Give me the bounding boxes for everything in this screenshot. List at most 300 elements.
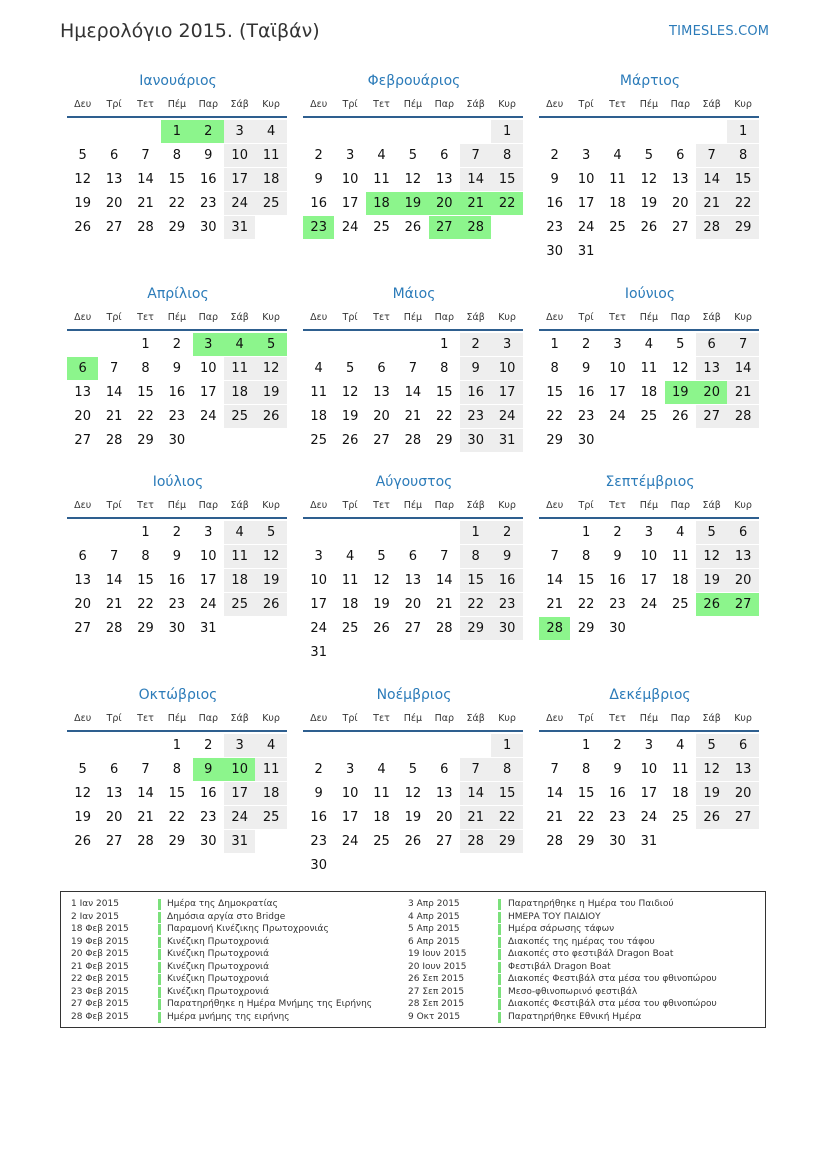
day-cell: 28 — [436, 621, 453, 636]
day-cell: 11 — [224, 545, 255, 568]
day-cell: 21 — [404, 409, 422, 424]
holiday-date: 1 Ιαν 2015 — [71, 899, 119, 909]
day-cell: 22 — [137, 597, 154, 612]
day-cell: 23 — [546, 220, 563, 235]
weekday-label: Παρ — [670, 312, 690, 323]
holiday-marker — [498, 974, 501, 985]
day-cell: 13 — [74, 573, 91, 588]
day-cell: 21 — [436, 597, 453, 612]
day-cell: 9 — [172, 361, 182, 376]
weekday-label: Σάβ — [466, 713, 485, 724]
weekday-label: Κυρ — [734, 312, 752, 323]
day-cell: 23 — [609, 810, 626, 825]
day-cell: 20 — [373, 409, 390, 424]
day-cell: 26 — [696, 806, 727, 829]
day-cell: 2 — [491, 521, 522, 544]
day-cell: 7 — [440, 549, 449, 564]
weekday-label: Κυρ — [734, 500, 752, 511]
day-cell: 1 — [727, 120, 758, 143]
day-cell: 19 — [404, 810, 422, 825]
holiday-date: 28 Σεπ 2015 — [408, 999, 465, 1009]
day-cell: 1 — [491, 120, 522, 143]
day-cell: 28 — [546, 834, 563, 849]
day-cell: 13 — [727, 545, 758, 568]
header-rule — [303, 116, 523, 118]
weekday-label: Παρ — [198, 99, 218, 110]
month-title: Αύγουστος — [375, 474, 453, 490]
holiday-name: Κινέζικη Πρωτοχρονιά — [167, 949, 270, 959]
day-cell: 16 — [491, 569, 522, 592]
month-title: Ιανουάριος — [139, 73, 217, 89]
weekday-label: Κυρ — [262, 713, 280, 724]
holiday-marker — [498, 937, 501, 948]
day-cell: 29 — [137, 621, 154, 636]
holiday-marker — [498, 912, 501, 923]
weekday-label: Τετ — [373, 713, 390, 724]
day-cell: 22 — [577, 597, 595, 612]
weekday-label: Κυρ — [498, 500, 516, 511]
day-cell: 13 — [727, 758, 758, 781]
day-cell: 16 — [460, 381, 491, 404]
day-cell: 9 — [581, 361, 591, 376]
day-cell: 11 — [373, 786, 390, 801]
holiday-day-cell: 20 — [429, 192, 460, 215]
day-cell: 8 — [141, 361, 150, 376]
day-cell: 6 — [78, 549, 87, 564]
day-cell: 26 — [74, 220, 91, 235]
holiday-date: 19 Ιουν 2015 — [408, 949, 467, 959]
day-cell: 4 — [314, 361, 323, 376]
day-cell: 18 — [255, 782, 286, 805]
holiday-name: Παρατηρήθηκε Εθνική Ημέρα — [508, 1011, 642, 1022]
day-cell: 5 — [408, 762, 418, 777]
day-cell: 4 — [613, 148, 622, 163]
holiday-name: Παρατηρήθηκε η Ημέρα Μνήμης της Ειρήνης — [167, 999, 373, 1009]
day-cell: 21 — [696, 192, 727, 215]
day-cell: 15 — [577, 786, 595, 801]
day-cell: 14 — [137, 786, 154, 801]
weekday-header — [67, 99, 287, 111]
day-cell: 24 — [341, 834, 359, 849]
holiday-marker — [498, 924, 501, 935]
day-cell: 5 — [408, 148, 418, 163]
day-cell: 23 — [200, 196, 217, 211]
day-cell: 30 — [577, 433, 595, 448]
holiday-name: Διακοπές Φεστιβάλ στα μέσα του φθινοπώρου — [508, 974, 717, 984]
weekday-label: Παρ — [434, 713, 454, 724]
holiday-date: 20 Ιουν 2015 — [408, 961, 467, 972]
day-cell: 30 — [460, 429, 491, 452]
day-cell: 23 — [460, 405, 491, 428]
weekday-label: Τετ — [609, 99, 626, 110]
day-cell: 2 — [581, 337, 591, 352]
day-cell: 25 — [224, 405, 255, 428]
day-cell: 1 — [581, 525, 591, 540]
weekday-label: Δευ — [310, 713, 328, 724]
day-cell: 27 — [373, 433, 390, 448]
day-cell: 11 — [255, 144, 286, 167]
day-cell: 20 — [727, 782, 758, 805]
day-cell: 9 — [172, 549, 182, 564]
day-cell: 15 — [577, 573, 595, 588]
day-cell: 30 — [200, 220, 217, 235]
day-cell: 10 — [491, 357, 522, 380]
header-rule — [539, 730, 759, 732]
day-cell: 25 — [672, 810, 689, 825]
header-rule — [67, 116, 287, 118]
day-cell: 4 — [377, 762, 386, 777]
weekday-label: Παρ — [670, 500, 690, 511]
day-cell: 10 — [200, 549, 217, 564]
day-cell: 16 — [310, 196, 327, 211]
header-rule — [303, 329, 523, 331]
day-cell: 20 — [74, 409, 91, 424]
day-cell: 30 — [168, 621, 186, 636]
day-cell: 7 — [550, 762, 559, 777]
day-cell: 23 — [577, 409, 595, 424]
day-cell: 30 — [609, 834, 626, 849]
weekday-label: Δευ — [74, 99, 92, 110]
day-cell: 18 — [341, 597, 359, 612]
day-cell: 5 — [696, 734, 727, 757]
day-cell: 4 — [676, 738, 685, 753]
day-cell: 9 — [550, 172, 559, 187]
day-cell: 2 — [204, 738, 213, 753]
weekday-label: Σάβ — [702, 312, 721, 323]
day-cell: 8 — [727, 144, 758, 167]
day-cell: 5 — [255, 521, 286, 544]
day-cell: 2 — [314, 762, 323, 777]
day-cell: 27 — [105, 220, 123, 235]
weekday-label: Δευ — [74, 312, 92, 323]
weekday-label: Δευ — [310, 312, 328, 323]
weekday-label: Παρ — [434, 500, 454, 511]
holiday-marker — [158, 999, 161, 1010]
day-cell: 31 — [640, 834, 658, 849]
day-cell: 12 — [696, 545, 727, 568]
holiday-date: 27 Φεβ 2015 — [71, 999, 129, 1009]
weekday-label: Σάβ — [702, 99, 721, 110]
day-cell: 5 — [345, 361, 355, 376]
day-cell: 21 — [137, 810, 154, 825]
day-cell: 22 — [491, 806, 522, 829]
weekday-label: Τετ — [609, 312, 626, 323]
day-cell: 25 — [224, 593, 255, 616]
day-cell: 15 — [460, 569, 491, 592]
day-cell: 22 — [727, 192, 758, 215]
day-cell: 6 — [696, 333, 727, 356]
day-cell: 13 — [672, 172, 689, 187]
holiday-day-cell: 4 — [224, 333, 255, 356]
weekday-label: Παρ — [198, 312, 218, 323]
day-cell: 26 — [255, 593, 286, 616]
day-cell: 24 — [200, 409, 217, 424]
day-cell: 19 — [74, 810, 91, 825]
day-cell: 22 — [577, 810, 595, 825]
weekday-label: Παρ — [434, 99, 454, 110]
weekday-label: Κυρ — [262, 312, 280, 323]
day-cell: 11 — [672, 549, 689, 564]
day-cell: 1 — [460, 521, 491, 544]
day-cell: 7 — [408, 361, 418, 376]
day-cell: 31 — [577, 244, 595, 259]
day-cell: 18 — [640, 385, 658, 400]
day-cell: 13 — [404, 573, 422, 588]
day-cell: 20 — [105, 810, 123, 825]
holiday-date: 9 Οκτ 2015 — [408, 1011, 461, 1022]
month-title: Μάιος — [392, 286, 436, 302]
day-cell: 15 — [546, 385, 563, 400]
day-cell: 13 — [436, 172, 453, 187]
day-cell: 16 — [546, 196, 563, 211]
day-cell: 12 — [672, 361, 689, 376]
weekday-label: Παρ — [198, 500, 218, 511]
weekday-label: Σάβ — [230, 99, 249, 110]
day-cell: 1 — [141, 525, 150, 540]
holiday-marker — [158, 1012, 161, 1023]
day-cell: 9 — [314, 786, 323, 801]
holiday-date: 20 Φεβ 2015 — [71, 949, 129, 959]
day-cell: 8 — [440, 361, 449, 376]
day-cell: 10 — [640, 762, 658, 777]
weekday-label: Τετ — [137, 312, 154, 323]
day-cell: 3 — [224, 120, 255, 143]
day-cell: 24 — [310, 621, 327, 636]
day-cell: 28 — [137, 220, 154, 235]
day-cell: 17 — [609, 385, 626, 400]
day-cell: 3 — [613, 337, 622, 352]
holiday-marker — [498, 899, 501, 910]
day-cell: 23 — [168, 597, 186, 612]
day-cell: 15 — [436, 385, 453, 400]
day-cell: 17 — [341, 196, 359, 211]
day-cell: 10 — [577, 172, 595, 187]
day-cell: 22 — [168, 810, 186, 825]
day-cell: 3 — [224, 734, 255, 757]
holiday-name: Παραμονή Κινέζικης Πρωτοχρονιάς — [167, 924, 329, 934]
day-cell: 24 — [224, 192, 255, 215]
holiday-day-cell: 28 — [539, 617, 570, 640]
day-cell: 12 — [74, 786, 91, 801]
day-cell: 7 — [109, 549, 119, 564]
day-cell: 15 — [168, 172, 186, 187]
weekday-label: Τρί — [106, 713, 122, 724]
day-cell: 19 — [696, 569, 727, 592]
day-cell: 18 — [609, 196, 626, 211]
holiday-day-cell: 19 — [397, 192, 428, 215]
month-title: Φεβρουάριος — [367, 73, 461, 89]
day-cell: 28 — [404, 433, 422, 448]
holiday-date: 2 Ιαν 2015 — [71, 911, 119, 922]
holiday-date: 3 Απρ 2015 — [408, 899, 460, 909]
day-cell: 30 — [310, 858, 327, 873]
day-cell: 18 — [310, 409, 327, 424]
holiday-marker — [158, 937, 161, 948]
weekday-label: Δευ — [310, 99, 328, 110]
weekday-label: Τρί — [106, 312, 122, 323]
day-cell: 28 — [137, 834, 154, 849]
weekday-label: Κυρ — [498, 713, 516, 724]
day-cell: 20 — [672, 196, 689, 211]
day-cell: 30 — [168, 433, 186, 448]
holiday-list — [60, 891, 766, 1028]
day-cell: 17 — [491, 381, 522, 404]
day-cell: 12 — [74, 172, 91, 187]
holiday-date: 27 Σεπ 2015 — [408, 986, 465, 997]
day-cell: 31 — [200, 621, 217, 636]
day-cell: 24 — [224, 806, 255, 829]
day-cell: 4 — [345, 549, 355, 564]
day-cell: 26 — [404, 834, 422, 849]
weekday-label: Δευ — [310, 500, 328, 511]
day-cell: 7 — [727, 333, 758, 356]
day-cell: 2 — [613, 738, 622, 753]
weekday-label: Πέμ — [167, 713, 187, 724]
day-cell: 29 — [460, 617, 491, 640]
day-cell: 28 — [105, 621, 123, 636]
weekday-label: Τρί — [342, 500, 358, 511]
day-cell: 12 — [404, 172, 422, 187]
day-cell: 25 — [373, 834, 390, 849]
day-cell: 16 — [577, 385, 595, 400]
month-title: Σεπτέμβριος — [605, 474, 695, 490]
header-rule — [67, 517, 287, 519]
holiday-date: 21 Φεβ 2015 — [71, 961, 129, 972]
day-cell: 6 — [109, 148, 119, 163]
day-cell: 22 — [546, 409, 563, 424]
holiday-date: 23 Φεβ 2015 — [71, 986, 129, 997]
day-cell: 28 — [696, 216, 727, 239]
holiday-day-cell: 6 — [67, 357, 98, 380]
day-cell: 6 — [377, 361, 386, 376]
day-cell: 31 — [224, 830, 255, 853]
holiday-name: Μεσο-φθινοπωρινό φεστιβάλ — [508, 986, 638, 997]
holiday-date: 22 Φεβ 2015 — [71, 974, 129, 984]
header-rule — [539, 329, 759, 331]
day-cell: 11 — [224, 357, 255, 380]
header-rule — [539, 116, 759, 118]
header-rule — [303, 730, 523, 732]
day-cell: 9 — [491, 545, 522, 568]
day-cell: 31 — [224, 216, 255, 239]
day-cell: 24 — [341, 220, 359, 235]
day-cell: 7 — [696, 144, 727, 167]
holiday-name: Ημέρα μνήμης της ειρήνης — [167, 1011, 290, 1022]
day-cell: 12 — [255, 357, 286, 380]
day-cell: 11 — [255, 758, 286, 781]
header-rule — [67, 730, 287, 732]
day-cell: 8 — [491, 144, 522, 167]
day-cell: 3 — [345, 148, 355, 163]
day-cell: 26 — [373, 621, 390, 636]
holiday-marker — [498, 949, 501, 960]
brand-link[interactable]: TIMESLES.COM — [669, 24, 770, 39]
day-cell: 17 — [224, 782, 255, 805]
holiday-date: 28 Φεβ 2015 — [71, 1011, 129, 1022]
day-cell: 15 — [137, 573, 154, 588]
day-cell: 10 — [640, 549, 658, 564]
day-cell: 17 — [200, 573, 217, 588]
day-cell: 17 — [640, 786, 658, 801]
day-cell: 29 — [577, 621, 595, 636]
day-cell: 25 — [255, 806, 286, 829]
day-cell: 25 — [373, 220, 390, 235]
weekday-label: Τετ — [373, 500, 390, 511]
day-cell: 12 — [640, 172, 658, 187]
day-cell: 8 — [141, 549, 150, 564]
day-cell: 18 — [373, 810, 390, 825]
holiday-day-cell: 21 — [460, 192, 491, 215]
day-cell: 10 — [200, 361, 217, 376]
holiday-date: 4 Απρ 2015 — [408, 911, 460, 922]
day-cell: 9 — [613, 762, 622, 777]
header-rule — [67, 329, 287, 331]
day-cell: 13 — [105, 172, 123, 187]
day-cell: 8 — [172, 762, 182, 777]
holiday-day-cell: 9 — [193, 758, 224, 781]
day-cell: 3 — [644, 738, 654, 753]
weekday-label: Πέμ — [167, 99, 187, 110]
holiday-day-cell: 22 — [491, 192, 522, 215]
day-cell: 26 — [255, 405, 286, 428]
weekday-label: Σάβ — [702, 500, 721, 511]
holiday-name: Ημέρα της Δημοκρατίας — [167, 899, 278, 909]
month-title: Ιούλιος — [152, 474, 204, 490]
weekday-label: Πέμ — [403, 99, 423, 110]
weekday-header — [303, 713, 523, 725]
day-cell: 24 — [640, 597, 658, 612]
day-cell: 14 — [546, 573, 563, 588]
day-cell: 5 — [644, 148, 654, 163]
weekday-header — [303, 99, 523, 111]
holiday-date: 6 Απρ 2015 — [408, 936, 460, 947]
weekday-label: Σάβ — [230, 713, 249, 724]
day-cell: 11 — [373, 172, 390, 187]
month-title: Οκτώβριος — [138, 687, 218, 703]
weekday-header — [539, 99, 759, 111]
day-cell: 20 — [74, 597, 91, 612]
day-cell: 26 — [404, 220, 422, 235]
day-cell: 23 — [491, 593, 522, 616]
day-cell: 21 — [460, 806, 491, 829]
weekday-header — [539, 713, 759, 725]
day-cell: 12 — [696, 758, 727, 781]
day-cell: 15 — [491, 782, 522, 805]
day-cell: 18 — [672, 573, 689, 588]
day-cell: 3 — [204, 525, 213, 540]
holiday-day-cell: 1 — [161, 120, 192, 143]
day-cell: 8 — [581, 762, 591, 777]
day-cell: 20 — [105, 196, 123, 211]
day-cell: 22 — [436, 409, 453, 424]
weekday-label: Πέμ — [639, 99, 659, 110]
holiday-marker — [158, 912, 161, 923]
header-rule — [539, 517, 759, 519]
day-cell: 9 — [314, 172, 323, 187]
day-cell: 16 — [200, 786, 217, 801]
day-cell: 10 — [341, 172, 359, 187]
day-cell: 26 — [74, 834, 91, 849]
holiday-name: Δημόσια αργία στο Bridge — [167, 911, 286, 922]
day-cell: 12 — [404, 786, 422, 801]
weekday-label: Πέμ — [167, 500, 187, 511]
day-cell: 14 — [105, 573, 123, 588]
day-cell: 19 — [255, 569, 286, 592]
day-cell: 2 — [314, 148, 323, 163]
day-cell: 13 — [74, 385, 91, 400]
day-cell: 20 — [404, 597, 422, 612]
day-cell: 5 — [78, 762, 87, 777]
